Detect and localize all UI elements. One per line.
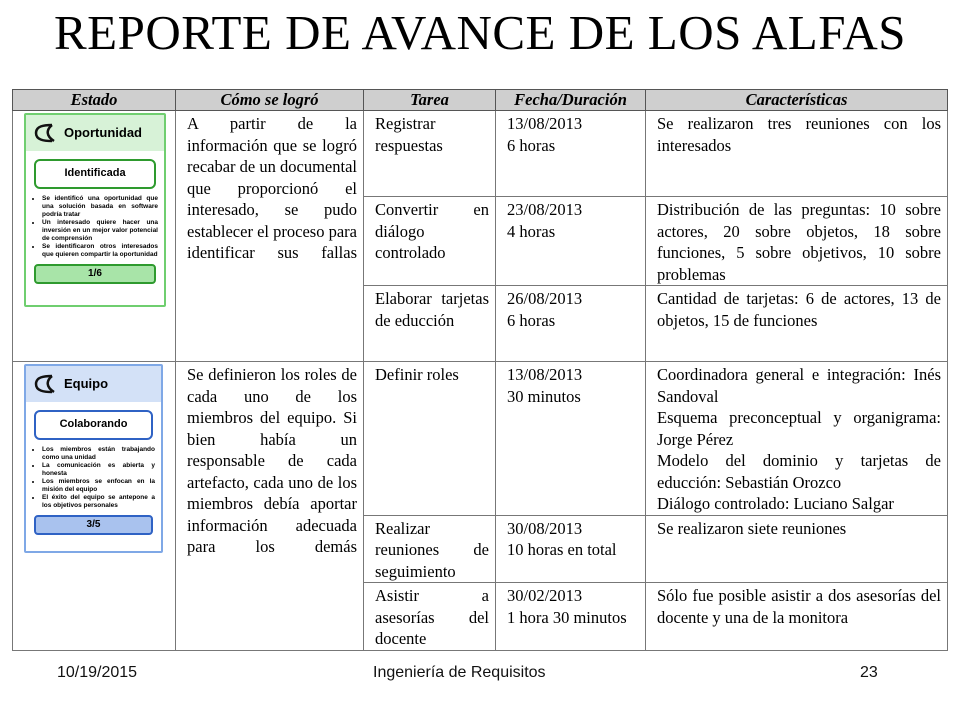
task-date: 13/08/2013 [507,114,583,133]
task-text: Asistir a asesorías del docente [375,586,489,648]
alpha-card-equipo [24,364,163,553]
date-cell [496,583,646,651]
task-cell [364,515,496,583]
how-cell [176,362,364,651]
footer-date: 10/19/2015 [57,664,138,681]
header-como: Cómo se logró [176,90,364,111]
task-cell: Registrar respuestas [364,111,496,197]
alpha-progress: 1/6 [34,264,156,284]
features-cell [646,583,948,651]
task-text: Elaborar tarjetas de educción [375,289,489,330]
date-cell [496,515,646,583]
how-text: Se definieron los roles de cada uno de los miembros del equipo. Si bien había un responsable de cada artefacto, cada uno de los miembros debía aportar información adecuada para los demás [187,365,357,556]
feature-text: Se realizaron siete reuniones [657,518,847,538]
features-cell [646,286,948,362]
task-text: Convertir en diálogo controlado [375,200,489,262]
alpha-checklist [32,446,155,510]
feature-text: Distribución de las preguntas: 10 sobre actores, 20 sobre objetos, 18 sobre funciones, 5 sobre objetivos, 10 sobre problemas [657,200,941,284]
task-duration: 4 horas [507,221,556,241]
table-header-row [13,90,948,111]
how-text: A partir de la información que se logró recabar de un documental que proporcionó el interesado, se pudo establecer el proceso para identificar sus fallas [187,114,357,262]
checklist-item: • Los miembros están trabajando como una unidad [42,446,155,462]
task-duration: 6 horas [507,310,556,330]
header-tarea: Tarea [364,90,496,111]
alpha-card-oportunidad [24,113,166,307]
date-cell [496,197,646,286]
alpha-icon [32,373,58,395]
header-estado: Estado [13,90,176,111]
alpha-icon [32,122,58,144]
features-cell [646,197,948,286]
alpha-name: Equipo [64,376,109,392]
task-duration: 10 horas en total [507,540,617,559]
footer-course: Ingeniería de Requisitos [373,664,546,681]
task-cell [364,583,496,651]
alpha-state: Identificada [34,159,156,189]
task-duration: 6 horas [507,135,556,155]
task-duration: 1 hora 30 minutos [507,607,627,627]
alpha-name: Oportunidad [64,125,142,141]
task-cell [364,286,496,362]
progress-report-table [12,89,948,651]
task-cell: Definir roles [364,362,496,516]
feature-text: Modelo del dominio y tarjetas de educción: Sebastián Orozco [657,451,941,492]
task-date: 30/02/2013 [507,586,583,605]
date-cell [496,286,646,362]
checklist-item: • Se identificaron otros interesados que quieren compartir la oportunidad [42,243,158,259]
features-cell [646,362,948,516]
feature-text: Sólo fue posible asistir a dos asesorías del docente y una de la monitora [657,586,941,627]
table-row [13,111,948,197]
features-cell [646,515,948,583]
state-cell-oportunidad [13,111,176,362]
feature-text: Cantidad de tarjetas: 6 de actores, 13 de objetos, 15 de funciones [657,289,941,330]
feature-text: Esquema preconceptual y organigrama: Jorge Pérez [657,408,941,449]
task-date: 26/08/2013 [507,289,583,308]
footer-page-number: 23 [860,664,878,681]
checklist-item: • Los miembros se enfocan en la misión del equipo [42,478,155,494]
task-text: Realizar reuniones de seguimiento [375,518,489,581]
date-cell [496,111,646,197]
task-date: 23/08/2013 [507,200,583,219]
alpha-progress: 3/5 [34,515,153,535]
state-cell-equipo [13,362,176,651]
feature-text: Diálogo controlado: Luciano Salgar [657,494,894,513]
task-duration: 30 minutos [507,386,581,406]
checklist-item: • El éxito del equipo se antepone a los objetivos personales [42,494,155,510]
checklist-item: • Se identificó una oportunidad que una solución basada en software podría tratar [42,195,158,219]
alpha-state: Colaborando [34,410,153,440]
task-date: 30/08/2013 [507,518,583,538]
header-fecha: Fecha/Duración [496,90,646,111]
task-cell [364,197,496,286]
feature-text: Coordinadora general e integración: Inés Sandoval [657,365,941,406]
feature-text: Se realizaron tres reuniones con los interesados [657,114,941,155]
alpha-checklist [32,195,158,259]
task-date: 13/08/2013 [507,365,583,384]
checklist-item: • La comunicación es abierta y honesta [42,462,155,478]
features-cell [646,111,948,197]
how-cell [176,111,364,362]
slide-title: REPORTE DE AVANCE DE LOS ALFAS [54,5,906,60]
table-row [13,362,948,516]
header-caracteristicas: Características [646,90,948,111]
date-cell [496,362,646,516]
checklist-item: • Un interesado quiere hacer una inversión en un mejor valor potencial de comprensión [42,219,158,243]
